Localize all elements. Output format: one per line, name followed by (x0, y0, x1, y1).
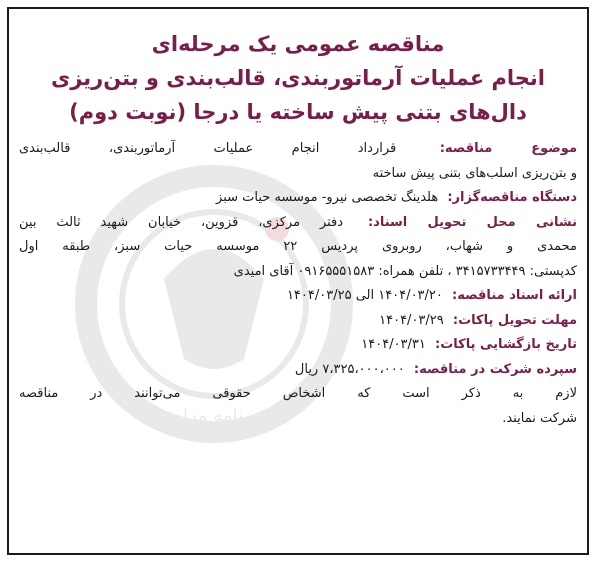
opening-date-label: تاریخ بازگشایی پاکات: (435, 337, 577, 352)
subject-row-2 (19, 162, 577, 187)
address-label: نشانی محل تحویل اسناد: (367, 214, 578, 230)
deposit-label: سپرده شرکت در مناقصه: (413, 361, 577, 377)
docs-period-row (19, 284, 577, 309)
deposit-value: ۷،۳۲۵،۰۰۰،۰۰۰ ریال (294, 361, 405, 377)
envelope-deadline-label: مهلت تحویل پاکات: (452, 312, 577, 328)
organizer-label: دستگاه مناقصه‌گزار: (447, 190, 577, 205)
title-line-2: انجام عملیات آرماتوربندی، قالب‌بندی و بتن‌ریزی (50, 66, 545, 90)
subject-row (19, 137, 577, 162)
docs-period-value: ۱۴۰۴/۰۳/۲۰ الی ۱۴۰۴/۰۳/۲۵ (286, 288, 443, 303)
envelope-deadline-value: ۱۴۰۴/۰۳/۲۹ (379, 312, 444, 328)
note-line-2: شرکت نمایند. (502, 410, 577, 426)
address-row-2 (19, 235, 577, 260)
watermark-text: روزنامه مزایده (158, 405, 270, 426)
opening-date-value: ۱۴۰۴/۰۳/۳۱ (361, 337, 426, 352)
subject-label: موضوع مناقصه: (439, 141, 577, 156)
address-value-2: محمدی و شهاب، روبروی پردیس ۲۲ موسسه حیات سبز، طبقه اول (19, 239, 577, 254)
notice-body (9, 129, 587, 431)
organizer-value: هلدینگ تخصصی نیرو- موسسه حیات سبز (216, 190, 439, 205)
title-line-3: دال‌های بتنی پیش ساخته یا درجا (نوبت دوم) (69, 100, 527, 124)
address-value-3: کدپستی: ۳۴۱۵۷۳۳۴۴۹ ، تلفن همراه: ۰۹۱۶۵۵۵۱۵۸۳ آقای امیدی (233, 263, 577, 279)
title-line-1: مناقصه عمومی یک مرحله‌ای (151, 32, 445, 56)
note-line-1: لازم به ذکر است که اشخاص حقوقی می‌توانند در مناقصه (19, 386, 577, 401)
subject-value-2: و بتن‌ریزی اسلب‌های بتنی پیش ساخته (372, 165, 577, 181)
note-row-2 (19, 407, 577, 432)
address-row-3 (19, 260, 577, 285)
docs-period-label: ارائه اسناد مناقصه: (452, 288, 577, 303)
opening-date-row (19, 333, 577, 358)
organizer-row (19, 186, 577, 211)
tender-notice (7, 7, 589, 555)
envelope-deadline-row (19, 309, 577, 334)
deposit-row (19, 358, 577, 383)
notice-title (9, 27, 587, 129)
address-value-1: دفتر مرکزی، قزوین، خیابان شهید ثالث بین (19, 214, 344, 230)
subject-value-1: قرارداد انجام عملیات آرماتوربندی، قالب‌بندی (19, 141, 397, 156)
address-row (19, 211, 577, 236)
note-row (19, 382, 577, 407)
